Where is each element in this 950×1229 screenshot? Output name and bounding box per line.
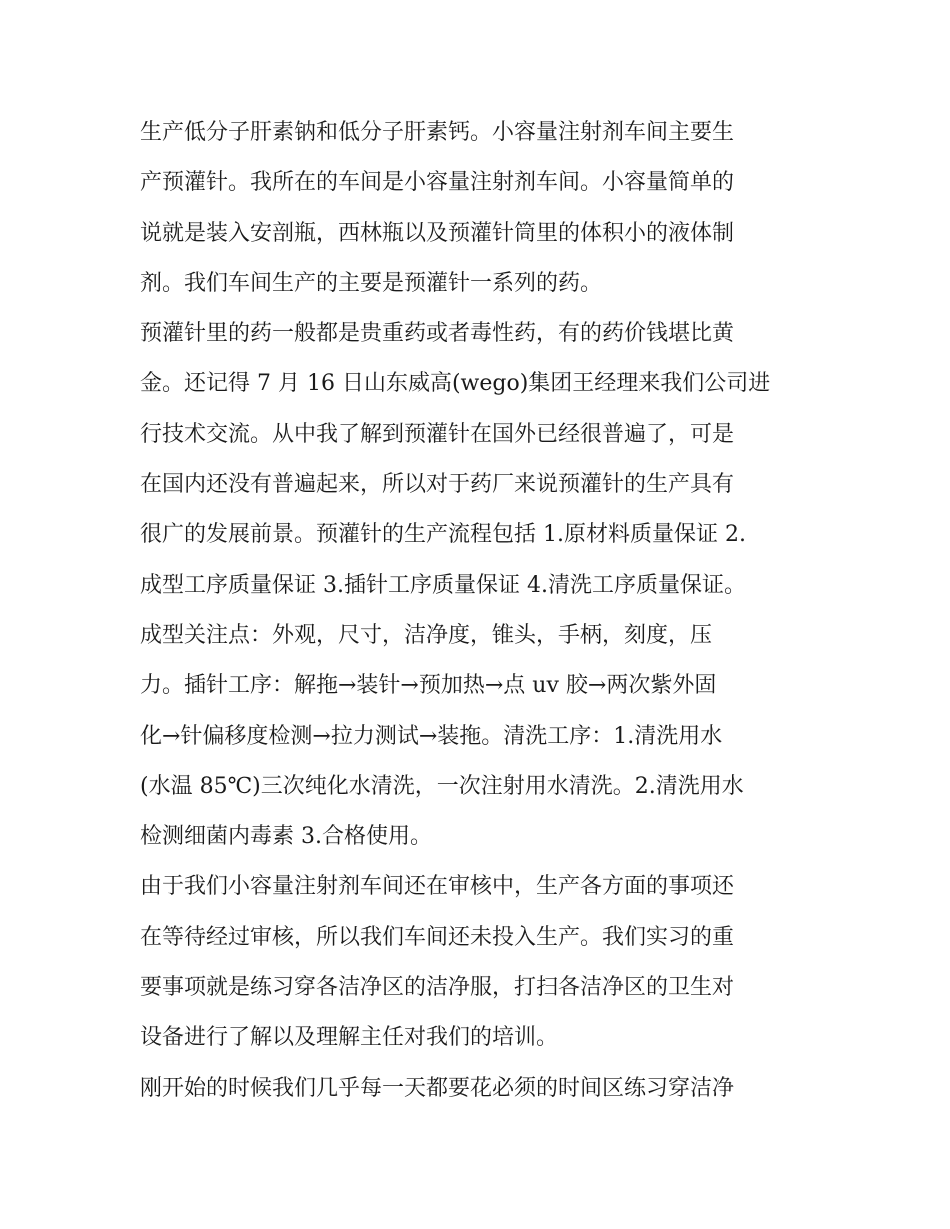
text-line: (水温 85℃)三次纯化水清洗，一次注射用水清洗。2.清洗用水 <box>140 773 744 799</box>
text-line: 产预灌针。我所在的车间是小容量注射剂车间。小容量简单的 <box>140 170 735 196</box>
text-line: 很广的发展前景。预灌针的生产流程包括 1.原材料质量保证 2. <box>140 522 746 548</box>
document-body <box>140 108 812 1114</box>
paragraph-1 <box>140 108 812 309</box>
text-line: 行技术交流。从中我了解到预灌针在国外已经很普遍了，可是 <box>140 421 735 447</box>
text-line: 力。插针工序：解拖→装针→预加热→点 uv 胶→两次紫外固 <box>140 673 717 699</box>
text-line: 预灌针里的药一般都是贵重药或者毒性药，有的药价钱堪比黄 <box>140 321 735 347</box>
paragraph-2 <box>140 309 812 862</box>
text-line: 生产低分子肝素钠和低分子肝素钙。小容量注射剂车间主要生 <box>140 120 735 145</box>
text-line: 成型工序质量保证 3.插针工序质量保证 4.清洗工序质量保证。 <box>140 572 746 598</box>
paragraph-4 <box>140 1064 812 1114</box>
text-line: 检测细菌内毒素 3.合格使用。 <box>140 824 432 850</box>
text-line: 剂。我们车间生产的主要是预灌针一系列的药。 <box>140 270 603 296</box>
text-line: 说就是装入安剖瓶，西林瓶以及预灌针筒里的体积小的液体制 <box>140 220 735 246</box>
text-line: 化→针偏移度检测→拉力测试→装拖。清洗工序：1.清洗用水 <box>140 723 723 749</box>
text-line: 在等待经过审核，所以我们车间还未投入生产。我们实习的重 <box>140 924 735 950</box>
text-line: 设备进行了解以及理解主任对我们的培训。 <box>140 1025 559 1051</box>
text-line: 要事项就是练习穿各洁净区的洁净服，打扫各洁净区的卫生对 <box>140 975 735 1001</box>
text-line: 金。还记得 7 月 16 日山东威高(wego)集团王经理来我们公司进 <box>140 371 771 397</box>
text-line: 由于我们小容量注射剂车间还在审核中，生产各方面的事项还 <box>140 874 735 900</box>
text-line: 在国内还没有普遍起来，所以对于药厂来说预灌针的生产具有 <box>140 472 735 498</box>
text-line: 刚开始的时候我们几乎每一天都要花必须的时间区练习穿洁净 <box>140 1075 735 1101</box>
paragraph-3 <box>140 862 812 1063</box>
text-line: 成型关注点：外观，尺寸，洁净度，锥头，手柄，刻度，压 <box>140 622 713 648</box>
